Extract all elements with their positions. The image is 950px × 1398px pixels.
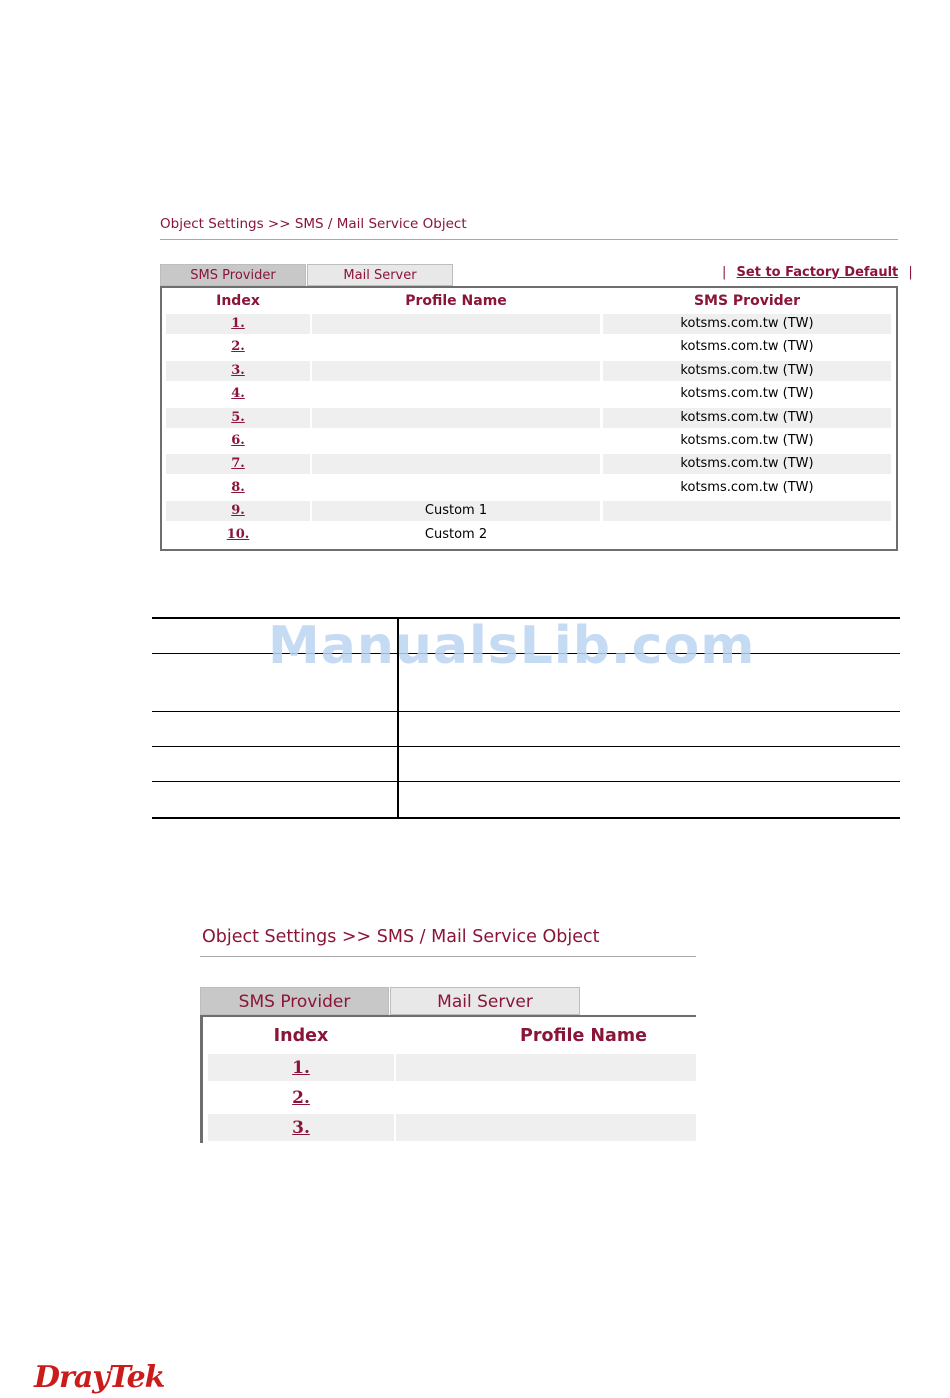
table-row-index-link: [166, 337, 310, 357]
index-link[interactable]: 8.: [231, 479, 245, 495]
table-row-profile-name: [312, 337, 600, 357]
table-row-profile-zoomed: [396, 1084, 696, 1111]
table-row-index-zoomed: [208, 1084, 394, 1111]
index-link-zoomed[interactable]: 2.: [292, 1088, 310, 1108]
table-row-profile-name: [312, 361, 600, 381]
table-row-sms-provider: [603, 478, 891, 498]
column-header-index: Index: [216, 293, 260, 309]
table-row-index-zoomed: [208, 1114, 394, 1141]
index-link[interactable]: 7.: [231, 456, 245, 472]
profile-name-value: Custom 1: [424, 503, 488, 519]
table-row-sms-provider: [603, 384, 891, 404]
table-row-profile-name: [312, 501, 600, 521]
sms-provider-value: kotsms.com.tw (TW): [680, 479, 814, 495]
index-link[interactable]: 2.: [231, 339, 245, 355]
table-row-sms-provider: [603, 408, 891, 428]
index-link[interactable]: 3.: [231, 362, 245, 378]
tab-mail-server[interactable]: Mail Server: [307, 264, 453, 286]
sms-provider-value: kotsms.com.tw (TW): [680, 409, 814, 425]
breadcrumb-divider: [160, 239, 898, 240]
table-row-index-link: [166, 431, 310, 451]
index-link[interactable]: 4.: [231, 386, 245, 402]
table-row-profile-name: [312, 431, 600, 451]
page-breadcrumb-zoomed: Object Settings >> SMS / Mail Service Object: [202, 927, 600, 947]
draytek-logo: DrayTek: [34, 1360, 165, 1395]
table-frame-left: [200, 1015, 203, 1143]
watermark: ManualsLib.com: [268, 616, 756, 676]
set-factory-default-link[interactable]: Set to Factory Default: [736, 265, 899, 280]
column-header-sms-provider: SMS Provider: [693, 293, 801, 309]
table-row-index-link: [166, 478, 310, 498]
table-frame-top: [200, 1015, 696, 1017]
table-row-index-link: [166, 454, 310, 474]
table-row-sms-provider: [603, 431, 891, 451]
table-row-profile-name: [312, 525, 600, 545]
table-row-profile-name: [312, 478, 600, 498]
table-rule: [152, 746, 900, 747]
sms-provider-value: kotsms.com.tw (TW): [680, 386, 814, 402]
breadcrumb-divider: [200, 956, 696, 957]
tab-mail-server-zoomed[interactable]: Mail Server: [390, 987, 580, 1015]
index-link[interactable]: 9.: [231, 503, 245, 519]
table-row-profile-name: [312, 384, 600, 404]
table-row-profile-name: [312, 314, 600, 334]
sms-provider-value: kotsms.com.tw (TW): [680, 456, 814, 472]
index-link[interactable]: 1.: [231, 316, 245, 331]
profile-name-value: Custom 2: [424, 526, 488, 542]
tab-sms-provider[interactable]: SMS Provider: [160, 264, 306, 286]
table-row-profile-name: [312, 454, 600, 474]
sms-provider-value: kotsms.com.tw (TW): [680, 316, 814, 331]
factory-default-bar: [722, 265, 913, 280]
table-row-sms-provider: [603, 361, 891, 381]
sms-provider-value: kotsms.com.tw (TW): [680, 339, 814, 355]
sms-provider-value: kotsms.com.tw (TW): [680, 362, 814, 378]
separator: |: [722, 265, 727, 280]
column-header-profile-name: Profile Name: [405, 293, 507, 309]
table-row-index-zoomed: [208, 1054, 394, 1081]
table-row-sms-provider: [603, 454, 891, 474]
table-rule: [152, 711, 900, 712]
table-row-sms-provider: [603, 337, 891, 357]
table-row-profile-name: [312, 408, 600, 428]
page-breadcrumb: Object Settings >> SMS / Mail Service Object: [160, 216, 467, 232]
column-header-index-zoomed: Index: [273, 1026, 329, 1046]
column-header-profile-name-zoomed: Profile Name: [520, 1026, 647, 1046]
index-link-zoomed[interactable]: 1.: [292, 1058, 310, 1078]
table-row-index-link: [166, 361, 310, 381]
separator: |: [908, 265, 913, 280]
table-row-index-link: [166, 314, 310, 334]
index-link[interactable]: 6.: [231, 433, 245, 448]
table-row-sms-provider: [603, 314, 891, 334]
table-row-index-link: [166, 525, 310, 545]
index-link[interactable]: 5.: [231, 409, 245, 425]
table-bottom-rule: [152, 817, 900, 819]
tab-sms-provider-zoomed[interactable]: SMS Provider: [200, 987, 389, 1015]
table-row-sms-provider: [603, 525, 891, 545]
table-row-index-link: [166, 408, 310, 428]
table-row-index-link: [166, 501, 310, 521]
sms-provider-value: kotsms.com.tw (TW): [680, 433, 814, 448]
table-row-profile-zoomed: [396, 1054, 696, 1081]
table-row-sms-provider: [603, 501, 891, 521]
table-row-profile-zoomed: [396, 1114, 696, 1141]
index-link[interactable]: 10.: [226, 526, 250, 542]
table-rule: [152, 781, 900, 782]
table-row-index-link: [166, 384, 310, 404]
index-link-zoomed[interactable]: 3.: [292, 1118, 310, 1138]
